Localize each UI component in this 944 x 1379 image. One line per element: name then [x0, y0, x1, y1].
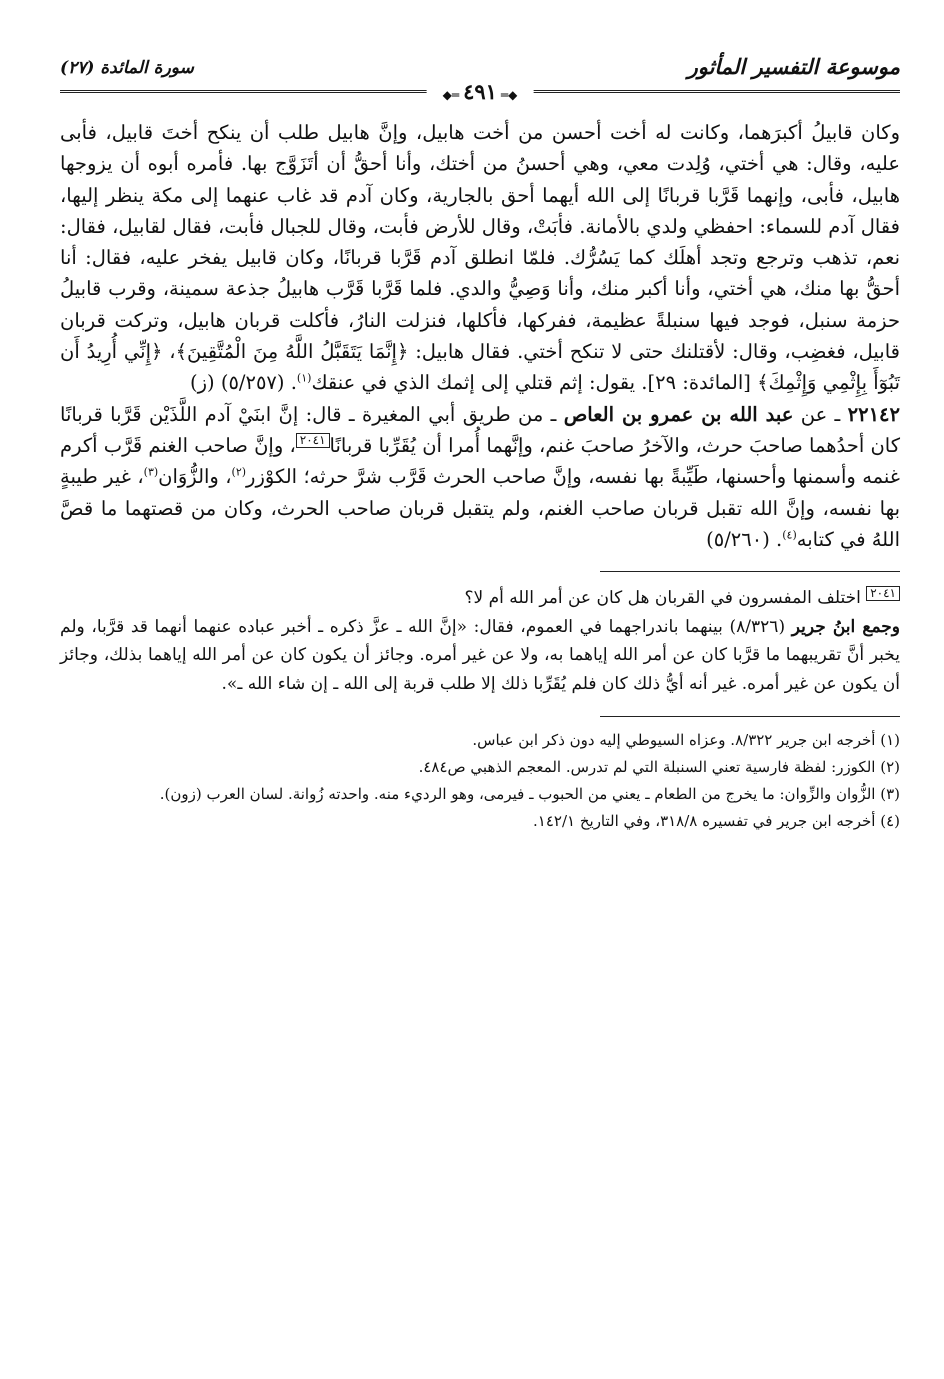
- paragraph-text: وكان قابيلُ أكبرَهما، وكانت له أخت أحسن من أخت هابيل، وإنَّ هابيل طلب أن ينكح أختَ قابيل، فأبى عليه، وقال: هي أختي، وُلِدت معي، وهي أحسنُ من أختك، وأنا أحقُّ أن أتَزَوَّج بها. فأمره أبوه أن يزوجها هابيل، فأبى، وإنهما قَرَّبا قربانًا إلى الله أيهما أحق بالجارية، وكان آدم قد غاب عنهما إلى مكة ينظر إليها، فقال آدم للسماء: احفظي ولدي بالأمانة. فأبَتْ، وقال للأرض فأبت، وقال للجبال فأبت، فقال لقابيل، فقال: نعم، تذهب وترجع وتجد أهلَك كما يَسُرُّك. فلمّا انطلق آدم قَرَّبا قربانًا، وكان قابيل يفخر عليه، فقال: أنا أحقُّ بها منك، هي أختي، وأنا أكبر منك، وأنا وَصِيُّ والدي. فلما قَرَّبا قَرَّب هابيلُ جذعة سمينة، وقرب قابيلُ حزمة سنبل، فوجد فيها سنبلةً عظيمة، ففركها، فأكلها، فنزلت النارُ، فأكلت قربان هابيل، وتركت قربان قابيل، فغضِب، وقال: لأقتلنك حتى لا تنكح أختي. فقال هابيل: ﴿إِنَّمَا يَتَقَبَّلُ اللَّهُ مِنَ الْمُتَّقِينَ﴾، ﴿إِنِّي أُرِيدُ أَن تَبُوٓأَ بِإِثْمِي وَإِثْمِكَ﴾ [المائدة: ٢٩]. يقول: إثم قتلي إلى إثمك الذي في عنقك: [60, 121, 900, 395]
- paragraph-1: [60, 117, 900, 399]
- paragraph-text: ، وإنَّ صاحب الغنم قَرَّب أكرم غنمه وأسمنها وأحسنها، طَيِّبةً بها نفسه، وإنَّ صاحب الحرث قَرَّب شرَّ حرثه؛ الكوْزر: [60, 433, 900, 489]
- paragraph-text: . (٥/٢٥٧) (ز): [189, 371, 297, 395]
- footnote: (٤) أخرجه ابن جرير في تفسيره ٣١٨/٨، وفي التاريخ ١٤٢/١.: [533, 812, 900, 831]
- paragraph-text: ، غير طيبةٍ بها نفسه، وإنَّ الله تقبل قربان صاحب الغنم، ولم يتقبل قربان صاحب الحرث، وكان من قصتهما ما قصَّ اللهُ في كتابه: [60, 465, 900, 551]
- note-line: [60, 613, 900, 699]
- main-text: [60, 117, 900, 555]
- surah-title: سورة المائدة (٢٧): [60, 58, 194, 78]
- narration-number: ٢٢١٤٢: [847, 402, 900, 426]
- footnote: (٢) الكوزر: لفظة فارسية تعني السنبلة التي لم تدرس. المعجم الذهبي ص٤٨٤.: [418, 758, 900, 777]
- comment-box-ref: ٢٠٤١: [296, 433, 330, 448]
- paragraph-text: . (٥/٢٦٠): [706, 527, 783, 551]
- comment-box-ref: ٢٠٤١: [866, 586, 900, 601]
- footnote: (١) أخرجه ابن جرير ٨/٣٢٢. وعزاه السيوطي إليه دون ذكر ابن عباس.: [472, 731, 900, 750]
- commentary-note: [60, 584, 900, 698]
- ornament-icon: ◆═: [500, 88, 518, 102]
- page-header: [60, 44, 900, 84]
- paragraph-2: [60, 399, 900, 555]
- page-number: ٤٩١: [463, 79, 497, 104]
- note-text: اختلف المفسرون في القربان هل كان عن أمر الله أم لا؟: [464, 588, 867, 609]
- footnote-ref: (٣): [143, 465, 159, 479]
- note-line: [60, 584, 900, 613]
- note-author: وجمع ابنُ جرير: [791, 616, 901, 637]
- book-page: [60, 44, 900, 835]
- divider: [600, 571, 900, 572]
- footnote-ref: (٤): [782, 528, 797, 542]
- footnote-ref: (٢): [231, 465, 247, 479]
- footnote: (٣) الزُّوان والزِّوان: ما يخرج من الطعام ـ يعني من الحبوب ـ فيرمى، وهو الرديء منه. واحدته زُوانة. لسان العرب (زون).: [159, 785, 900, 804]
- footnote-ref: (١): [296, 371, 312, 385]
- ornament-icon: ═◆: [442, 88, 460, 102]
- narrator-name: عبد الله بن عمرو بن العاص: [563, 402, 794, 426]
- paragraph-text: ، والزُّوَان: [158, 465, 232, 489]
- paragraph-text: ـ من طريق أبي المغيرة ـ قال: إنَّ ابنَيْ آدم اللَّذَيْن قَرَّبا قربانًا كان أحدُهما صاحبَ حرث، والآخرُ صاحبَ غنم، وإنَّهما أُمرا أن يُقَرِّبا قربانًا: [60, 402, 900, 457]
- header-rule: [60, 79, 900, 104]
- footnotes: [60, 727, 900, 835]
- divider: [600, 716, 900, 717]
- page-number-wrap: [427, 79, 534, 104]
- paragraph-text: ـ عن: [793, 402, 848, 426]
- book-title: موسوعة التفسير المأثور: [687, 54, 900, 79]
- note-text: (٨/٣٢٦) بينهما باندراجهما في العموم، فقال: «إنَّ الله ـ عزَّ ذكره ـ أخبر عباده عنهما أنهما قد قرَّبا، ولم يخبر أنَّ تقريبهما ما قرَّبا كان عن أمر الله إياهما به، ولا عن غير أمره. وجائز أن يكون كان عن أمر الله إياهما بذلك، وجائز أن يكون عن غير أمره. غير أنه أيُّ ذلك كان فلم يُقَرِّبا ذلك إلا طلب قربة إلى الله ـ إن شاء الله ـ».: [60, 616, 900, 694]
